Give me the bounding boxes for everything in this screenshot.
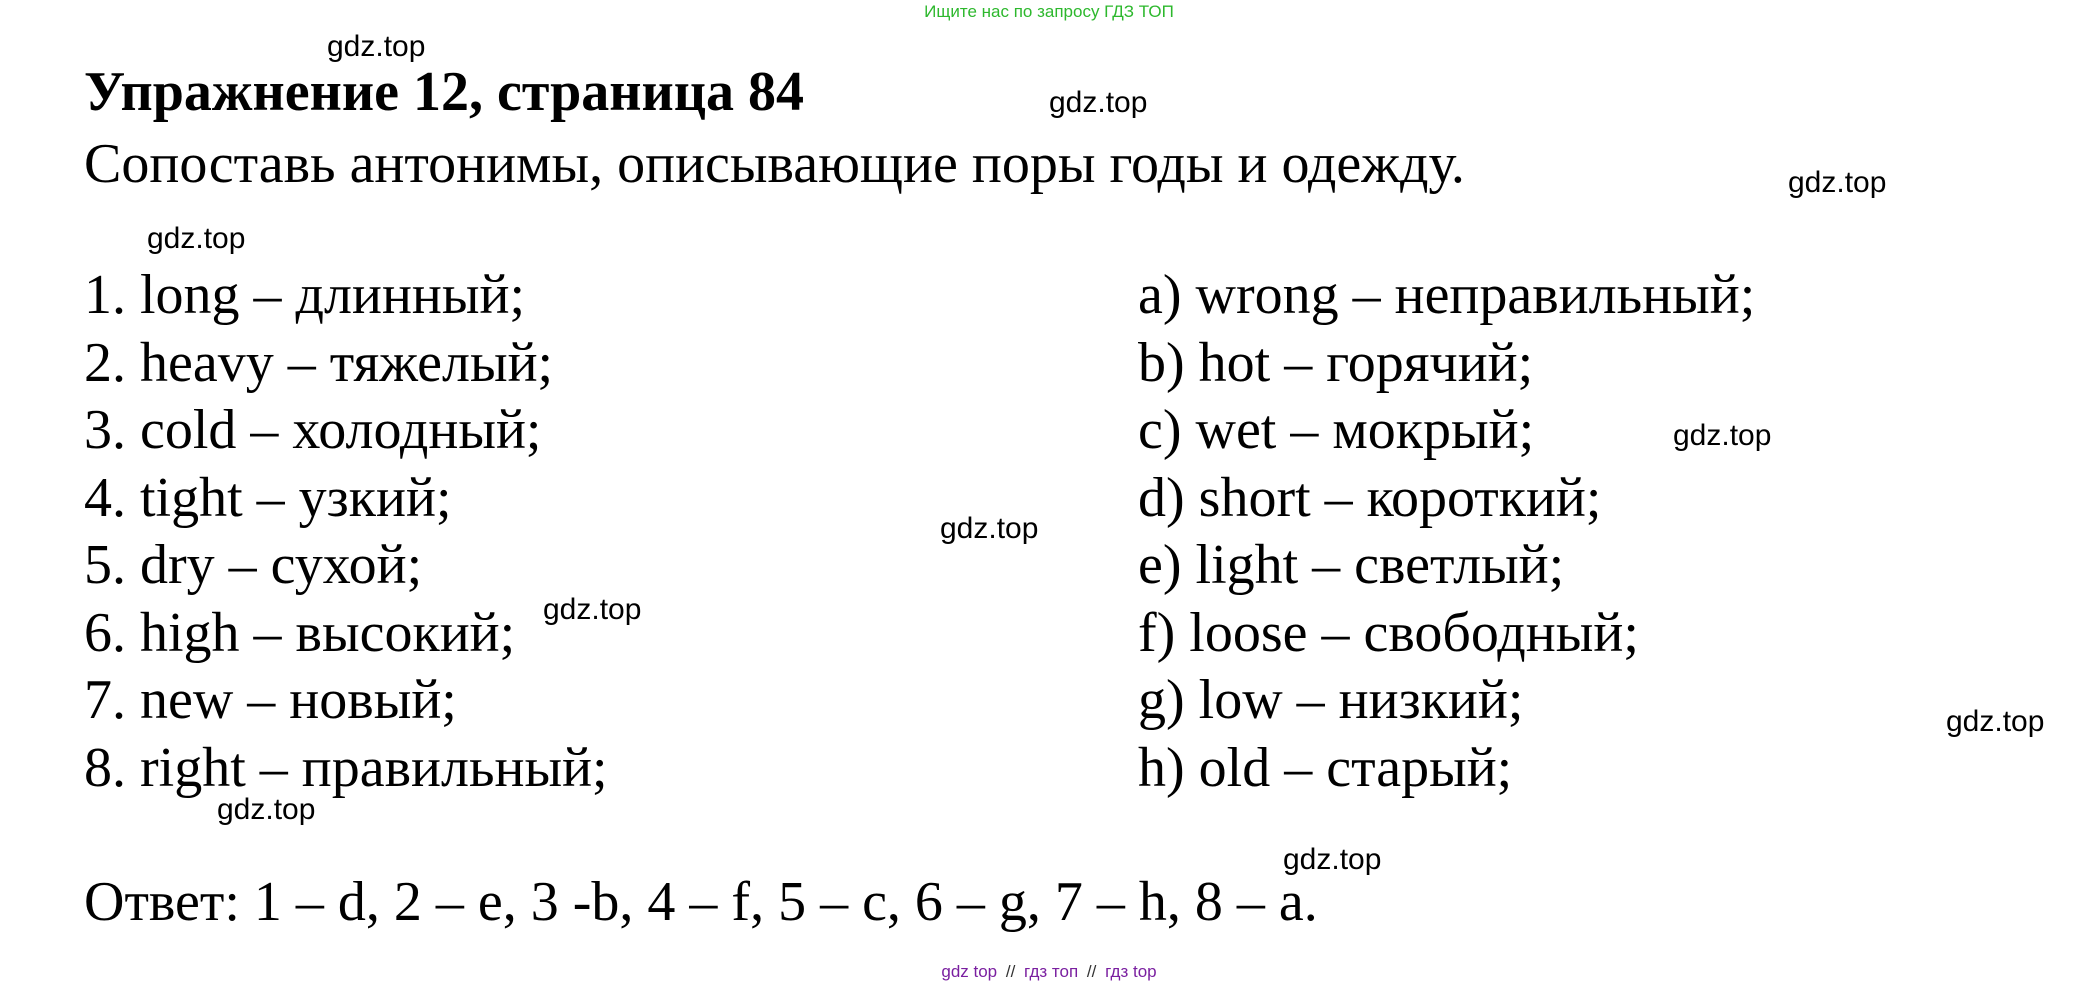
antonyms-list xyxy=(1138,262,1755,802)
top-banner: Ищите нас по запросу ГДЗ ТОП xyxy=(924,2,1174,21)
list-item: 5. dry – сухой; xyxy=(84,534,423,596)
watermark: gdz.top xyxy=(147,222,246,255)
english-words-list xyxy=(84,262,608,802)
list-item: 4. tight – узкий; xyxy=(84,466,452,529)
page-title: Упражнение 12, страница 84 xyxy=(84,61,805,123)
list-item: h) old – старый; xyxy=(1138,736,1513,799)
list-item: 8. right – правильный; xyxy=(84,736,608,799)
exercise-instructions: Сопоставь антонимы, описывающие поры годы и одежду. xyxy=(84,133,1465,195)
list-item: 7. new – новый; xyxy=(84,669,457,731)
list-item: 2. heavy – тяжелый; xyxy=(84,331,554,394)
watermark: gdz.top xyxy=(1673,419,1772,452)
list-item: g) low – низкий; xyxy=(1138,669,1524,731)
footer-link[interactable]: gdz top xyxy=(941,962,998,981)
list-item: a) wrong – неправильный; xyxy=(1138,264,1756,326)
watermark: gdz.top xyxy=(1283,843,1382,876)
footer-link[interactable]: гдз топ xyxy=(1024,962,1079,981)
watermark: gdz.top xyxy=(1788,166,1887,199)
watermark: gdz.top xyxy=(543,593,642,626)
list-item: 1. long – длинный; xyxy=(84,264,526,326)
list-item: f) loose – свободный; xyxy=(1138,601,1639,664)
list-item: e) light – светлый; xyxy=(1138,534,1565,596)
list-item: 3. cold – холодный; xyxy=(84,399,542,461)
footer-links xyxy=(0,962,2098,982)
footer-separator: // xyxy=(1005,962,1016,981)
list-item: 6. high – высокий; xyxy=(84,601,516,664)
watermark: gdz.top xyxy=(1946,705,2045,738)
answer-line: Ответ: 1 – d, 2 – e, 3 -b, 4 – f, 5 – c, 6 – g, 7 – h, 8 – a. xyxy=(84,871,1318,933)
footer-link[interactable]: гдз top xyxy=(1105,962,1157,981)
watermark: gdz.top xyxy=(1049,86,1148,119)
list-item: c) wet – мокрый; xyxy=(1138,399,1535,461)
watermark: gdz.top xyxy=(940,512,1039,545)
footer-separator: // xyxy=(1086,962,1097,981)
list-item: b) hot – горячий; xyxy=(1138,331,1534,394)
watermark: gdz.top xyxy=(327,30,426,63)
list-item: d) short – короткий; xyxy=(1138,466,1602,529)
watermark: gdz.top xyxy=(217,793,316,826)
